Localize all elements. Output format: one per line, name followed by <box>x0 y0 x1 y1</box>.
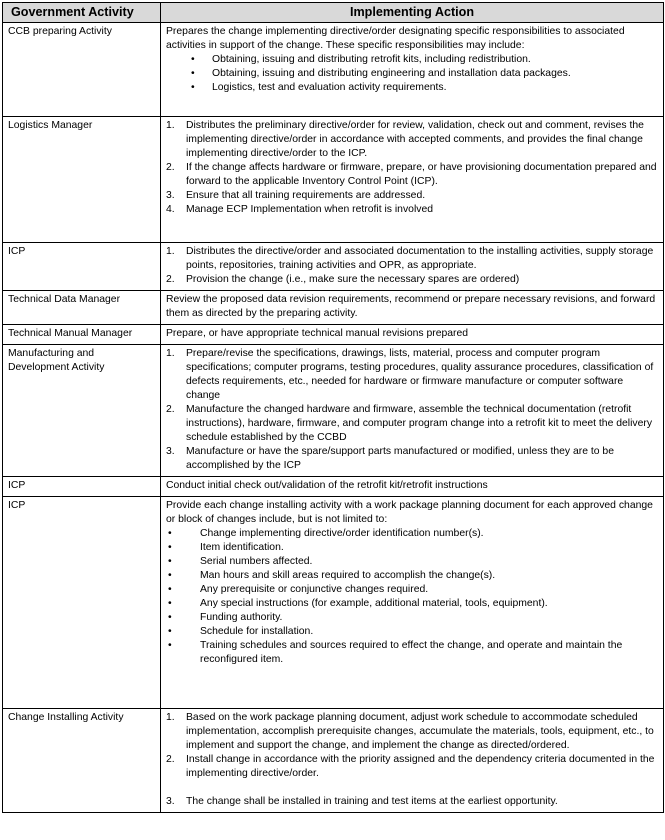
list-item: 1. Distributes the directive/order and associated documentation to the installing activities, supply storage points, repositories, training activities and OPR, as appropriate. <box>166 246 654 271</box>
action-cell <box>161 497 664 709</box>
list-item: • Any special instructions (for example, additional material, tools, equipment). <box>168 598 548 609</box>
list-item: • Serial numbers affected. <box>168 556 313 567</box>
bullet-icon: • <box>168 528 172 539</box>
implementation-table <box>2 2 664 813</box>
bullet-icon: • <box>168 570 172 581</box>
list-item: 4. Manage ECP Implementation when retrofit is involved <box>166 204 434 215</box>
bullet-list <box>166 53 659 95</box>
activity-cell: CCB preparing Activity <box>3 23 161 117</box>
bullet-icon: • <box>168 556 172 567</box>
activity-cell: Manufacturing and Development Activity <box>3 345 161 477</box>
list-item: 1. Based on the work package planning document, adjust work schedule to accommodate scheduled implementation, accomplish prerequisite changes, accumulate the materials, tools, equipment, etc., to implement and support the change, and implement the change as directed/ordered. <box>166 712 654 751</box>
action-intro: Provide each change installing activity with a work package planning document for each approved change or block of changes include, but is not limited to: <box>166 500 653 525</box>
list-item: 2. Provision the change (i.e., make sure the necessary spares are ordered) <box>166 274 520 285</box>
action-cell <box>161 117 664 243</box>
list-item: 3. Ensure that all training requirements are addressed. <box>166 190 426 201</box>
bullet-icon: • <box>168 598 172 609</box>
table-row <box>3 291 664 325</box>
activity-cell: Technical Manual Manager <box>3 325 161 345</box>
list-item: • Schedule for installation. <box>168 626 314 637</box>
list-item: 3. The change shall be installed in training and test items at the earliest opportunity. <box>166 796 558 807</box>
bullet-icon: • <box>191 68 195 79</box>
table-row <box>3 709 664 813</box>
numbered-list <box>166 119 659 217</box>
list-item: • Funding authority. <box>168 612 283 623</box>
list-item: • Item identification. <box>168 542 284 553</box>
action-intro: Prepares the change implementing directive/order designating specific responsibilities to associated activities in support of the change. These specific responsibilities may include: <box>166 26 625 51</box>
action-cell: Conduct initial check out/validation of the retrofit kit/retrofit instructions <box>161 477 664 497</box>
list-item: • Man hours and skill areas required to accomplish the change(s). <box>168 570 496 581</box>
list-item: • Logistics, test and evaluation activity requirements. <box>191 82 447 93</box>
list-item: • Obtaining, issuing and distributing engineering and installation data packages. <box>191 68 571 79</box>
list-item: 2. If the change affects hardware or firmware, prepare, or have provisioning documentation prepared and forward to the applicable Inventory Control Point (ICP). <box>166 162 657 187</box>
activity-cell: Technical Data Manager <box>3 291 161 325</box>
list-item: • Obtaining, issuing and distributing retrofit kits, including redistribution. <box>191 54 531 65</box>
action-cell: Review the proposed data revision requirements, recommend or prepare necessary revisions, and forward them as directed by the preparing activity. <box>161 291 664 325</box>
numbered-list <box>166 347 659 473</box>
table-row <box>3 497 664 709</box>
action-cell <box>161 243 664 291</box>
table-row <box>3 243 664 291</box>
action-cell <box>161 709 664 813</box>
list-item: 2. Install change in accordance with the priority assigned and the dependency criteria documented in the implementing directive/order. <box>166 754 655 779</box>
activity-cell: Logistics Manager <box>3 117 161 243</box>
list-item: • Any prerequisite or conjunctive changes required. <box>168 584 429 595</box>
bullet-list <box>166 527 659 667</box>
bullet-icon: • <box>168 542 172 553</box>
header-row <box>3 3 664 23</box>
activity-cell: ICP <box>3 497 161 709</box>
list-item: 2. Manufacture the changed hardware and firmware, assemble the technical documentation (retrofit instructions), hardware, firmware, and computer program change into a retrofit kit to meet the delivery schedule established by the CCBD <box>166 404 653 443</box>
list-spacer <box>166 781 659 795</box>
table-row <box>3 345 664 477</box>
bullet-icon: • <box>191 54 195 65</box>
action-cell <box>161 345 664 477</box>
action-cell: Prepare, or have appropriate technical manual revisions prepared <box>161 325 664 345</box>
bullet-icon: • <box>191 82 195 93</box>
table-row <box>3 117 664 243</box>
bullet-icon: • <box>168 640 172 651</box>
list-item: • Change implementing directive/order identification number(s). <box>168 528 484 539</box>
list-item: 3. Manufacture or have the spare/support parts manufactured or modified, unless they are to be accomplished by the ICP <box>166 446 614 471</box>
activity-cell: ICP <box>3 243 161 291</box>
bullet-icon: • <box>168 584 172 595</box>
table-row <box>3 477 664 497</box>
numbered-list <box>166 245 659 287</box>
list-item: 1. Distributes the preliminary directive/order for review, validation, check out and comment, revises the implementing directive/order in accordance with accepted comments, and provides the final change implementing directive/order to the ICP. <box>166 120 644 159</box>
numbered-list <box>166 711 659 809</box>
list-item: • Training schedules and sources required to effect the change, and operate and maintain the reconfigured item. <box>168 640 623 665</box>
list-item: 1. Prepare/revise the specifications, drawings, lists, material, process and computer program specifications; computer programs, testing procedures, quality assurance procedures, classification of defects requirements, etc., needed for hardware or firmware manufacture or computer software change <box>166 348 654 401</box>
activity-cell: Change Installing Activity <box>3 709 161 813</box>
activity-cell: ICP <box>3 477 161 497</box>
table-row <box>3 325 664 345</box>
header-implementing-action: Implementing Action <box>161 3 664 23</box>
table-row <box>3 23 664 117</box>
header-government-activity: Government Activity <box>3 3 161 23</box>
bullet-icon: • <box>168 626 172 637</box>
bullet-icon: • <box>168 612 172 623</box>
action-cell <box>161 23 664 117</box>
